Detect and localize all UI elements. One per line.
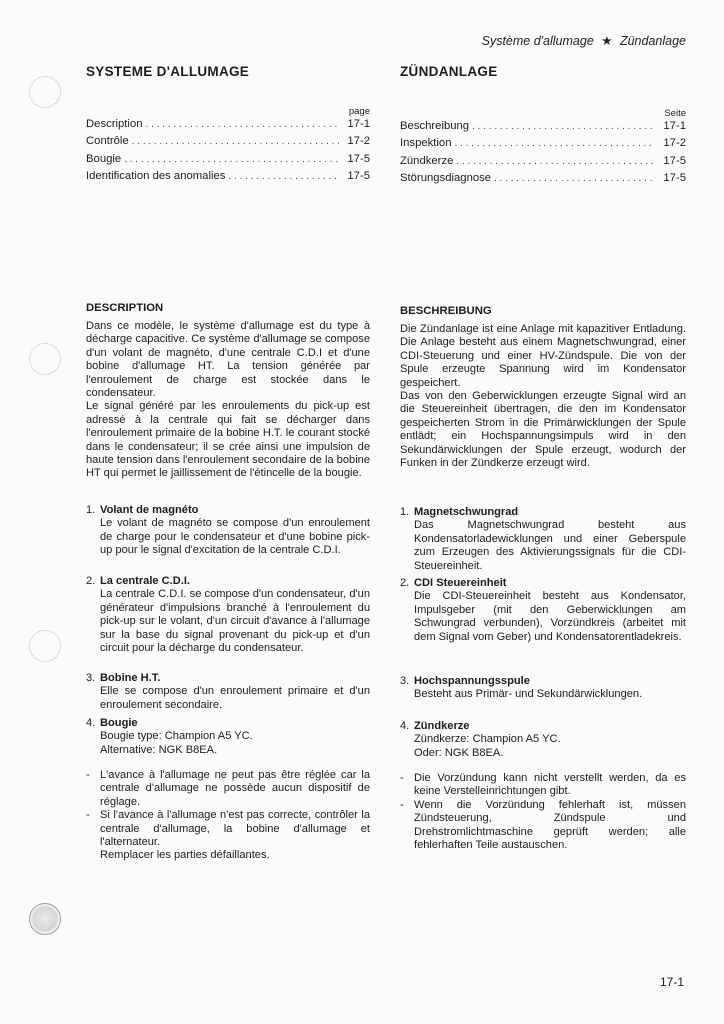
binder-hole <box>29 630 61 662</box>
fr-toc-page-label: page <box>348 106 370 117</box>
toc-entry-page: 17-5 <box>663 171 686 184</box>
de-item <box>400 720 686 760</box>
item-number: 1. <box>400 506 410 518</box>
note-item <box>86 769 370 809</box>
fr-toc-entry[interactable] <box>86 118 370 135</box>
fr-item <box>86 504 370 558</box>
toc-leader <box>494 173 655 184</box>
item-number: 4. <box>86 717 96 729</box>
fr-description-heading: DESCRIPTION <box>86 302 164 314</box>
de-description-para: Das von den Geberwicklungen erzeugte Signal wird an die Steuereinheit übertragen, die den im Kondensator gespeicherten Strom in die Primärwicklungen der Spule entlädt; ein Hochspannungsimpuls wird in den Sekundärwicklungen der Spule erzeugt, wodurch der Funken in der Zündkerze erzeugt wird. <box>400 390 686 470</box>
item-body: Elle se compose d'un enroulement primaire et d'un enroulement secondaire. <box>100 685 370 711</box>
toc-entry-page: 17-5 <box>347 152 370 165</box>
fr-description-para: Le signal généré par les enroulements du pick-up est adressé à la centrale qui fait se décharger dans l'enroulement primaire de la bobine H.T. le courant stocké dans le condensateur; il se crée ainsi une impulsion de haute tension dans l'enroulement secondaire de la bobine HT qui permet le jaillissement de l'étincelle de la bougie. <box>86 400 370 480</box>
note-text: Wenn die Vorzündung fehlerhaft ist, müssen Zündsteuerung, Zündspule und Drehstromlichtmaschine geprüft werden; alle fehlerhaften Teile austauschen. <box>414 798 686 852</box>
item-line: Bougie type: Champion A5 YC. <box>100 730 253 743</box>
toc-entry-page: 17-1 <box>347 118 370 130</box>
toc-leader <box>124 154 339 165</box>
de-toc-page-label: Seite <box>664 108 686 119</box>
binder-hole <box>29 76 61 108</box>
de-item <box>400 506 686 573</box>
toc-entry-label: Description <box>86 118 143 130</box>
de-item <box>400 577 686 644</box>
de-toc-entry[interactable] <box>400 120 686 137</box>
toc-entry-page: 17-1 <box>663 120 686 132</box>
item-body: Le volant de magnéto se compose d'un enroulement de charge pour le condensateur et d'une bobine pick-up pour le signal d'excitation de la centrale C.D.I. <box>100 517 370 557</box>
toc-leader <box>146 119 339 130</box>
item-number: 1. <box>86 504 96 516</box>
toc-entry-label: Contrôle <box>86 135 129 148</box>
note-item <box>400 799 686 853</box>
fr-item <box>86 717 370 757</box>
fr-description-para: Dans ce modèle, le système d'allumage est du type à décharge capacitive. Ce système d'allumage se compose d'un volant de magnéto, d'une centrale C.D.I et d'une bobine d'allumage HT. La tension générée par l'enroulement de charge est stockée dans le condensateur. <box>86 320 370 400</box>
fr-title: SYSTEME D'ALLUMAGE <box>86 64 250 79</box>
fr-item <box>86 672 370 712</box>
item-title: Volant de magnéto <box>100 504 199 516</box>
de-notes <box>400 772 686 852</box>
de-toc-entry[interactable] <box>400 155 686 172</box>
dash-bullet: - <box>86 809 90 822</box>
item-title: CDI Steuereinheit <box>414 577 507 589</box>
de-toc <box>400 107 686 189</box>
toc-entry-label: Störungsdiagnose <box>400 171 492 184</box>
fr-toc-entry[interactable] <box>86 153 370 170</box>
fr-notes <box>86 769 370 863</box>
item-line: Oder: NGK B8EA. <box>414 746 504 759</box>
de-description-body <box>400 323 686 470</box>
star-icon: ★ <box>601 34 613 48</box>
toc-leader <box>456 156 655 167</box>
de-toc-entry[interactable] <box>400 137 686 154</box>
toc-leader <box>455 138 656 149</box>
de-toc-entry[interactable] <box>400 172 686 189</box>
fr-toc-entry[interactable] <box>86 170 370 187</box>
note-text: Remplacer les parties défaillantes. <box>100 849 270 862</box>
toc-entry-page: 17-2 <box>663 137 686 150</box>
toc-entry-label: Identification des anomalies <box>86 169 226 182</box>
item-title: Hochspannungsspule <box>414 675 530 687</box>
item-line: Alternative: NGK B8EA. <box>100 743 218 756</box>
note-item <box>400 772 686 799</box>
toc-entry-label: Beschreibung <box>400 120 470 132</box>
toc-leader <box>132 136 339 147</box>
fr-item <box>86 575 370 655</box>
toc-entry-page: 17-5 <box>347 169 370 182</box>
item-body: Das Magnetschwungrad besteht aus Kondensatorladewicklungen und einer Geberspule zum Erzeugen des Aktivierungssignals für die CDI-Steuereinheit. <box>414 519 686 572</box>
dash-bullet: - <box>86 769 90 781</box>
item-body: La centrale C.D.I. se compose d'un condensateur, d'un générateur d'impulsions branché à l'enroulement du pick-up sur le volant, d'un circuit d'avance à l'allumage sur la base du signal provenant du pick-up et d'un circuit pour la décharge du condensateur. <box>100 588 370 655</box>
item-title: Magnetschwungrad <box>414 506 519 518</box>
toc-entry-page: 17-2 <box>347 135 370 148</box>
item-body: Besteht aus Primär- und Sekundärwicklungen. <box>414 688 643 701</box>
item-number: 4. <box>400 720 410 732</box>
toc-entry-label: Zündkerze <box>400 154 454 167</box>
note-text: L'avance à l'allumage ne peut pas être réglée car la centrale d'allumage ne possède aucun dispositif de réglage. <box>100 769 370 808</box>
running-header-right: Zündanlage <box>619 34 686 48</box>
note-text: Si l'avance à l'allumage n'est pas correcte, contrôler la centrale d'allumage, la bobine d'allumage et l'alternateur. <box>100 809 370 849</box>
binder-hole <box>29 903 61 935</box>
note-item <box>86 809 370 849</box>
item-number: 3. <box>86 672 96 684</box>
item-number: 3. <box>400 675 410 687</box>
binder-hole <box>29 343 61 375</box>
item-number: 2. <box>86 575 96 587</box>
note-text: Die Vorzündung kann nicht verstellt werden, da es keine Verstelleinrichtungen gibt. <box>414 772 686 798</box>
page-number: 17-1 <box>659 975 684 989</box>
dash-bullet: - <box>400 772 404 784</box>
toc-entry-page: 17-5 <box>663 154 686 167</box>
item-line: Zündkerze: Champion A5 YC. <box>414 733 561 746</box>
de-description-para: Die Zündanlage ist eine Anlage mit kapazitiver Entladung. Die Anlage besteht aus einem Magnetschwungrad, einer CDI-Steuerung und einer HV-Zündspule. Die von der Spule erzeugte Spannung wird im Kondensator gespeichert. <box>400 323 686 389</box>
item-title: Bobine H.T. <box>100 672 161 684</box>
de-item <box>400 675 686 702</box>
de-description-heading: BESCHREIBUNG <box>400 305 492 317</box>
toc-leader <box>228 171 339 182</box>
toc-entry-label: Bougie <box>86 152 122 165</box>
item-title: La centrale C.D.I. <box>100 575 191 587</box>
fr-toc-entry[interactable] <box>86 135 370 152</box>
dash-bullet: - <box>400 798 404 811</box>
running-header <box>482 33 686 48</box>
de-title: ZÜNDANLAGE <box>400 64 498 79</box>
running-header-left: Système d'allumage <box>481 34 594 48</box>
item-title: Bougie <box>100 717 138 729</box>
item-title: Zündkerze <box>414 720 470 732</box>
fr-toc <box>86 105 370 187</box>
toc-entry-label: Inspektion <box>400 137 452 150</box>
fr-description-body <box>86 320 370 481</box>
toc-leader <box>472 121 655 132</box>
item-body: Die CDI-Steuereinheit besteht aus Kondensator, Impulsgeber (mit den Geberwicklungen am Schwungrad verbunden), Vorzündkreis (arbeitet mit dem Signal vom Geber) und Kondensatorentladekreis. <box>414 590 686 643</box>
item-number: 2. <box>400 577 410 589</box>
